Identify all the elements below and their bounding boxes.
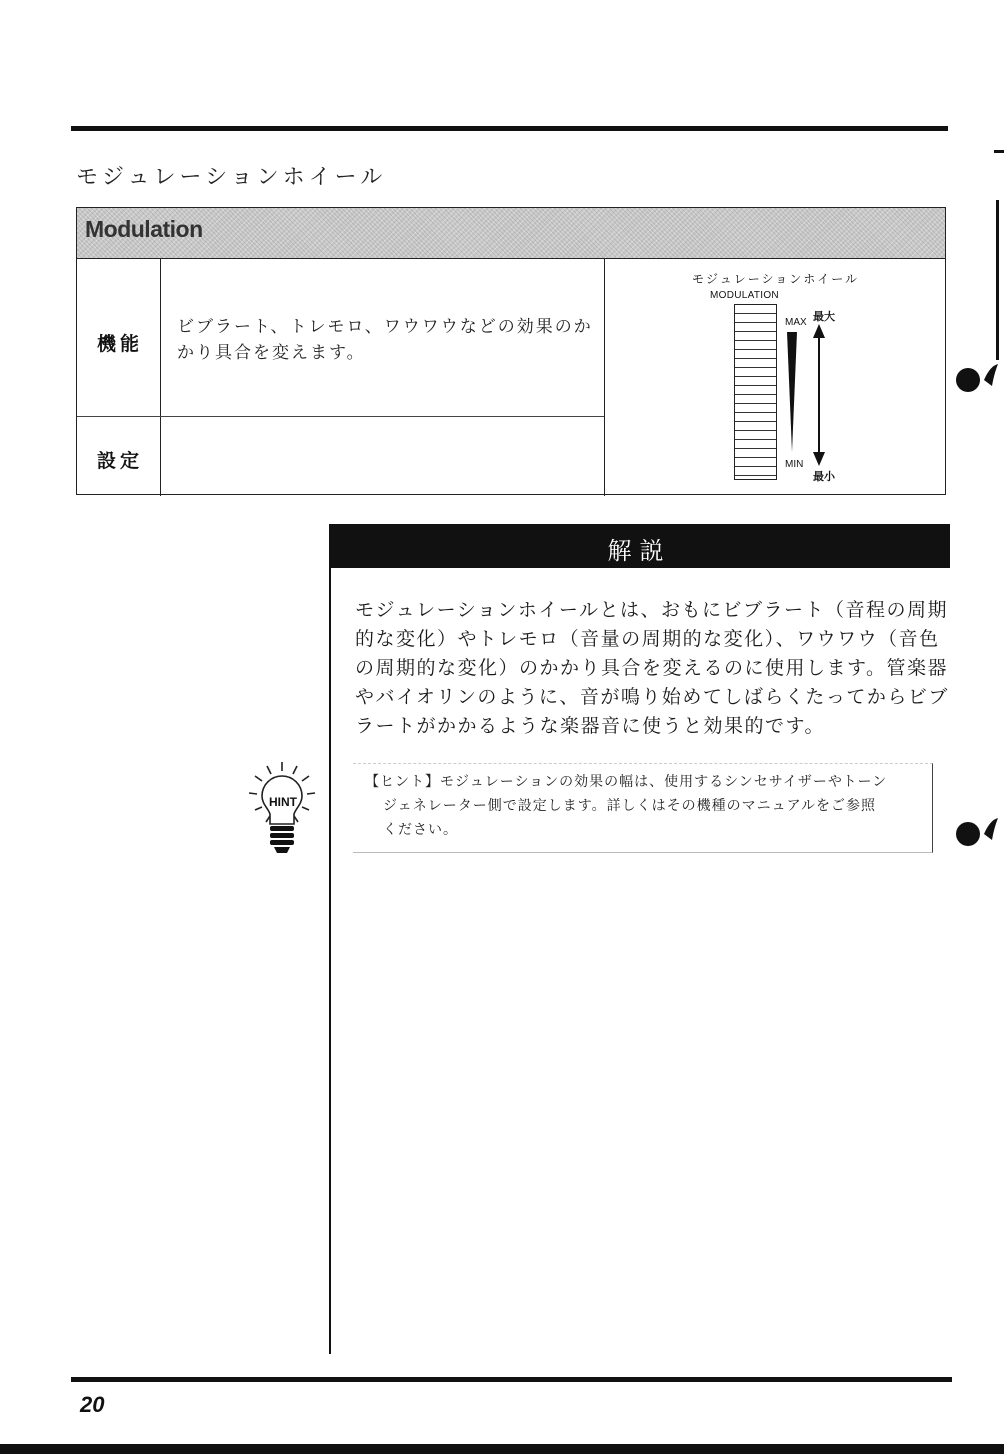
scan-blot-icon [952, 812, 1000, 854]
hint-line: 【ヒント】モジュレーションの効果の幅は、使用するシンセサイザーやトーン [365, 774, 888, 790]
row-text-line: かり具合を変えます。 [177, 343, 366, 363]
label-column-divider [160, 258, 161, 496]
top-rule [71, 126, 948, 131]
depth-wedge-icon [786, 332, 798, 452]
scan-blot-icon [952, 360, 1000, 400]
hint-line: ください。 [383, 822, 458, 838]
hint-text [365, 770, 925, 842]
row-label-setting: 設定 [97, 450, 144, 472]
row-text-function [177, 314, 593, 366]
explanation-line: モジュレーションホイールとは、おもにビブラート（音程の周期 [355, 599, 948, 621]
spec-table-header [77, 208, 945, 259]
page-bottom-edge [0, 1444, 1004, 1454]
row-label-function: 機能 [97, 333, 144, 355]
spec-table [76, 207, 946, 495]
label-min-ja: 最小 [813, 470, 835, 483]
bottom-rule [71, 1377, 952, 1382]
explanation-header [329, 524, 950, 568]
wheel-min-label: MIN [785, 459, 804, 470]
modulation-wheel [734, 304, 777, 480]
wheel-max-label: MAX [785, 317, 807, 328]
double-arrow-icon [812, 324, 826, 466]
explanation-title: 解説 [607, 537, 672, 565]
column-rule [329, 524, 331, 1354]
label-max-ja: 最大 [813, 310, 835, 323]
explanation-line: ラートがかかるような楽器音に使うと効果的です。 [355, 715, 825, 737]
diagram-subtitle: MODULATION [710, 290, 779, 301]
hint-box [353, 763, 933, 853]
modulation-wheel-diagram [604, 258, 947, 496]
explanation-line: やバイオリンのように、音が鳴り始めてしばらくたってからビブ [355, 686, 949, 708]
edge-mark [996, 200, 999, 360]
hint-line: ジェネレーター側で設定します。詳しくはその機種のマニュアルをご参照 [383, 798, 877, 814]
page-number: 20 [80, 1392, 105, 1417]
diagram-title: モジュレーションホイール [691, 272, 860, 286]
hint-icon-label: HINT [269, 795, 297, 809]
row-divider [77, 416, 604, 417]
edge-mark [994, 150, 1004, 153]
spec-table-header-label: Modulation [85, 216, 203, 242]
explanation-text [355, 596, 955, 741]
section-title: モジュレーションホイール [76, 165, 387, 190]
explanation-line: の周期的な変化）のかかり具合を変えるのに使用します。管楽器 [355, 657, 948, 679]
explanation-line: 的な変化）やトレモロ（音量の周期的な変化）、ワウワウ（音色 [355, 628, 940, 650]
lightbulb-hint-icon [246, 760, 318, 858]
row-text-line: ビブラート、トレモロ、ワウワウなどの効果のか [177, 317, 593, 337]
